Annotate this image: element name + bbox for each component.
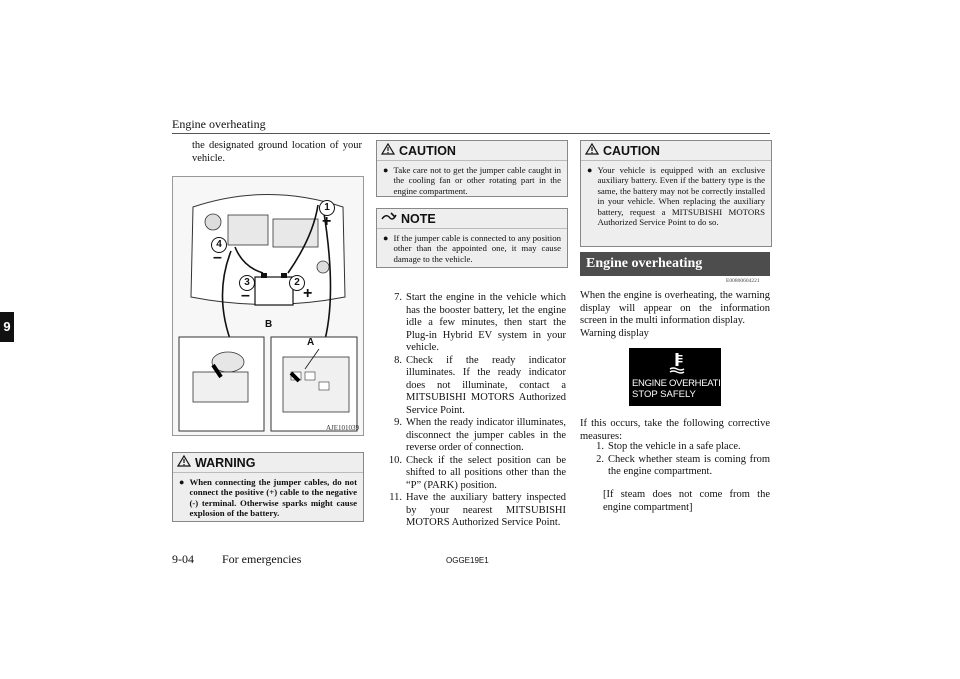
- callout-1: 1: [319, 200, 335, 216]
- overheating-steps: [585, 441, 770, 479]
- engine-bay-illustration: [173, 177, 363, 435]
- warning-title: WARNING: [195, 455, 256, 470]
- section-code: E00800604221: [726, 278, 760, 284]
- jump-start-steps: [383, 292, 566, 530]
- step-text: Stop the vehicle in a safe place.: [608, 441, 741, 452]
- footer-section: For emergencies: [222, 552, 302, 566]
- warning-display-label: Warning display: [580, 327, 649, 339]
- caution-title: CAUTION: [603, 143, 660, 158]
- caution-box-fan: [376, 140, 568, 197]
- note-title: NOTE: [401, 211, 436, 226]
- step-number: 10.: [388, 454, 402, 466]
- step-item: [383, 455, 566, 493]
- running-header: Engine overheating: [172, 117, 266, 131]
- label-b: B: [265, 319, 273, 330]
- note-header: [377, 209, 567, 229]
- note-item: [377, 229, 567, 268]
- step-item: [383, 355, 566, 418]
- header-rule: [172, 133, 770, 134]
- minus-sign-4: –: [213, 249, 222, 266]
- step-item: [383, 417, 566, 455]
- bullet-icon: ●: [179, 477, 185, 487]
- step-item: [383, 492, 566, 530]
- callout-2: 2: [289, 275, 305, 291]
- bullet-icon: ●: [383, 165, 389, 175]
- warning-text: When connecting the jumper cables, do not connect the positive (+) cable to the negative (-) terminal. Otherwise sparks might cause explosion of the battery.: [189, 477, 357, 519]
- caution-title: CAUTION: [399, 143, 456, 158]
- warning-box: [172, 452, 364, 522]
- jumper-cable-figure: [172, 176, 364, 436]
- plus-sign-1: +: [322, 213, 332, 230]
- caution-triangle-icon: [585, 143, 599, 158]
- warning-header: [173, 453, 363, 473]
- bullet-icon: ●: [383, 233, 389, 243]
- step-item: [585, 441, 770, 454]
- pencil-note-icon: [381, 211, 397, 226]
- document-code: OGGE19E1: [446, 556, 489, 565]
- warning-triangle-icon: [177, 455, 191, 470]
- caution-header: [581, 141, 771, 161]
- step-number: 11.: [389, 492, 402, 503]
- intro-paragraph: When the engine is overheating, the warning display will appear on the information screen in the multi information display.: [580, 290, 770, 326]
- step-text: Check if the select position can be shifted to all positions other than the “P” (PARK) position.: [406, 454, 566, 491]
- bullet-icon: ●: [587, 165, 593, 175]
- section-title: Engine overheating: [580, 252, 770, 276]
- step-number: 9.: [394, 417, 402, 428]
- plus-sign-2: +: [303, 285, 313, 302]
- caution-text: Take care not to get the jumper cable caught in the cooling fan or other rotating part in the engine compartment.: [393, 165, 561, 196]
- callout-4: 4: [211, 237, 227, 253]
- step-item: [585, 454, 770, 479]
- step-number: 7.: [394, 292, 402, 303]
- step-text: Check if the ready indicator illuminates. If the ready indicator does not illuminate, contact a MITSUBISHI MOTORS Authorized Service Point.: [406, 354, 566, 416]
- step-text: When the ready indicator illuminates, disconnect the jumper cables in the reverse order of connection.: [406, 417, 566, 453]
- step-item: [383, 292, 566, 355]
- if-occurs-text: If this occurs, take the following corrective measures:: [580, 418, 770, 442]
- step-number: 2.: [596, 453, 604, 465]
- label-a: A: [307, 337, 315, 348]
- caution-triangle-icon: [381, 143, 395, 158]
- bracket-heading: [If steam does not come from the engine compartment]: [603, 489, 770, 513]
- minus-sign-3: –: [241, 287, 250, 304]
- caution-text: Your vehicle is equipped with an exclusive auxiliary battery. Even if the battery type is the same, the battery may not be correctly installed in your vehicle. When replacing the auxiliary battery, request a MITSUBISHI MOTORS Authorized Service Point to do so.: [597, 165, 765, 228]
- continuation-text: the designated ground location of your vehicle.: [192, 140, 362, 164]
- warning-display-image: [629, 348, 735, 406]
- step-text: Have the auxiliary battery inspected by your nearest MITSUBISHI MOTORS Authorized Service Point.: [406, 492, 566, 528]
- note-box: [376, 208, 568, 268]
- caution-item: [581, 161, 771, 231]
- caution-box-battery: [580, 140, 772, 247]
- step-number: 8.: [394, 354, 402, 366]
- page-number: 9-04: [172, 552, 194, 566]
- caution-item: [377, 161, 567, 200]
- step-text: Start the engine in the vehicle which has the booster battery, let the engine idle a few minutes, then start the Plug-in Hybrid EV system in your vehicle.: [406, 292, 566, 353]
- warning-item: [173, 473, 363, 523]
- note-text: If the jumper cable is connected to any position other than the appointed one, it may cause damage to the vehicle.: [393, 233, 561, 264]
- step-text: Check whether steam is coming from the engine compartment.: [608, 453, 770, 477]
- intro-text: [580, 290, 770, 340]
- display-line-2: STOP SAFELY: [632, 389, 696, 400]
- figure-code: AJE101039: [325, 424, 359, 432]
- display-line-1: ENGINE OVERHEATING: [632, 378, 735, 389]
- chapter-tab: 9: [0, 312, 14, 342]
- callout-3: 3: [239, 275, 255, 291]
- coolant-temperature-icon: [669, 352, 685, 379]
- step-number: 1.: [596, 441, 604, 452]
- caution-header: [377, 141, 567, 161]
